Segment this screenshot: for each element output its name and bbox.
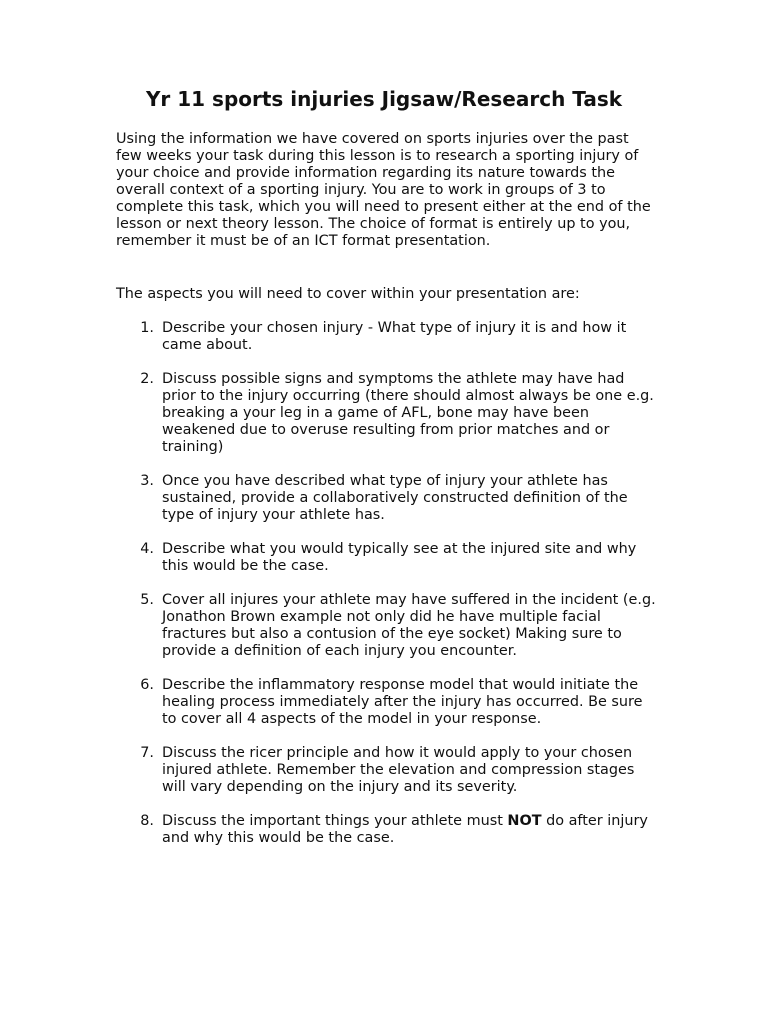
intro-paragraph: Using the information we have covered on sports injuries over the past few weeks your task during this lesson is to research a sporting injury of your choice and provide information regarding its nature towards the overall context of a sporting injury. You are to work in groups of 3 to complete this task, which you will need to present either at the end of the lesson or next theory lesson. The choice of format is entirely up to you, remember it must be of an ICT format presentation. — [116, 131, 651, 249]
list-item-text: Cover all injures your athlete may have suffered in the incident (e.g. Jonathon Brown example not only did he have multiple facial fractures but also a contusion of the eye socket) Making sure to provide a definition of each injury you encounter. — [162, 592, 656, 659]
list-item-text: Once you have described what type of injury your athlete has sustained, provide a collaboratively constructed definition of the type of injury your athlete has. — [162, 473, 628, 523]
list-item — [116, 320, 661, 354]
list-item-number: 8. — [140, 813, 154, 829]
list-item — [116, 541, 661, 575]
emphasis-not: NOT — [507, 813, 542, 829]
aspects-list — [116, 320, 661, 864]
aspects-heading: The aspects you will need to cover within your presentation are: — [116, 286, 580, 302]
list-item-number: 2. — [140, 371, 154, 387]
list-item-number: 5. — [140, 592, 154, 608]
list-item-text — [162, 813, 648, 846]
list-item-number: 3. — [140, 473, 154, 489]
list-item-text: Discuss the ricer principle and how it would apply to your chosen injured athlete. Remember the elevation and compression stages will vary depending on the injury and its severity. — [162, 745, 635, 795]
list-item-text-before: Discuss the important things your athlete must — [162, 813, 508, 829]
list-item-number: 6. — [140, 677, 154, 693]
list-item-number: 1. — [140, 320, 154, 336]
list-item — [116, 371, 661, 456]
list-item — [116, 745, 661, 796]
document-title: Yr 11 sports injuries Jigsaw/Research Task — [145, 87, 623, 111]
list-item-text: Discuss possible signs and symptoms the athlete may have had prior to the injury occurring (there should almost always be one e.g. breaking a your leg in a game of AFL, bone may have been weakened due to overuse resulting from prior matches and or training) — [162, 371, 654, 455]
list-item — [116, 592, 661, 660]
list-item-text: Describe the inflammatory response model that would initiate the healing process immediately after the injury has occurred. Be sure to cover all 4 aspects of the model in your response. — [162, 677, 643, 727]
list-item — [116, 473, 661, 524]
list-item-text: Describe what you would typically see at the injured site and why this would be the case. — [162, 541, 637, 574]
list-item-text: Describe your chosen injury - What type of injury it is and how it came about. — [162, 320, 627, 353]
list-item-number: 4. — [140, 541, 154, 557]
list-item-text-after: do after injury and why this would be the case. — [162, 813, 648, 846]
list-item-number: 7. — [140, 745, 154, 761]
list-item — [116, 813, 661, 847]
list-item — [116, 677, 661, 728]
